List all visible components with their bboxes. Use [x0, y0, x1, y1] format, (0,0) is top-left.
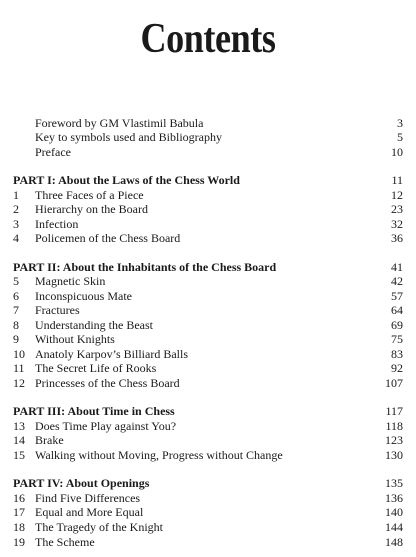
toc-chapter-8[interactable] — [13, 318, 403, 333]
toc-chapter-13[interactable] — [13, 419, 403, 434]
toc-chapter-title: Inconspicuous Mate — [35, 289, 132, 303]
toc-part-page: 135 — [385, 476, 403, 490]
toc-part-3[interactable] — [13, 404, 403, 419]
toc-chapter-number: 17 — [13, 505, 25, 519]
toc-chapter-number: 10 — [13, 347, 25, 361]
toc-part-title: PART I: About the Laws of the Chess World — [13, 173, 240, 187]
toc-chapter-number: 4 — [13, 231, 19, 245]
toc-chapter-15[interactable] — [13, 448, 403, 463]
toc-chapter-title: Find Five Differences — [35, 491, 141, 505]
toc-chapter-2[interactable] — [13, 202, 403, 217]
toc-chapter-page: 36 — [391, 231, 403, 245]
toc-chapter-page: 12 — [391, 188, 403, 202]
toc-chapter-title: Hierarchy on the Board — [35, 202, 148, 216]
toc-chapter-number: 13 — [13, 419, 25, 433]
toc-chapter-number: 3 — [13, 217, 19, 231]
toc-entry-key-to-symbols[interactable] — [13, 130, 403, 145]
toc-entry-title: Key to symbols used and Bibliography — [35, 130, 222, 144]
toc-chapter-number: 16 — [13, 491, 25, 505]
toc-chapter-4[interactable] — [13, 231, 403, 246]
toc-chapter-page: 123 — [385, 433, 403, 447]
toc-part-title: PART II: About the Inhabitants of the Chess Board — [13, 260, 277, 274]
toc-chapter-page: 144 — [385, 520, 403, 534]
toc-chapter-3[interactable] — [13, 217, 403, 232]
toc-chapter-19[interactable] — [13, 535, 403, 550]
toc-chapter-title: Does Time Play against You? — [35, 419, 177, 433]
toc-chapter-page: 130 — [385, 448, 403, 462]
toc-chapter-title: Anatoly Karpov’s Billiard Balls — [35, 347, 188, 361]
toc-chapter-title: Equal and More Equal — [35, 505, 144, 519]
toc-chapter-title: Policemen of the Chess Board — [35, 231, 181, 245]
toc-chapter-12[interactable] — [13, 376, 403, 391]
toc-chapter-title: Brake — [35, 433, 64, 447]
toc-entry-page: 10 — [391, 145, 403, 159]
toc-chapter-11[interactable] — [13, 361, 403, 376]
toc-chapter-1[interactable] — [13, 188, 403, 203]
toc-chapter-number: 7 — [13, 303, 19, 317]
toc-chapter-title: The Scheme — [35, 535, 95, 549]
page-title: Contents — [140, 16, 276, 62]
toc-chapter-18[interactable] — [13, 520, 403, 535]
toc-chapter-number: 5 — [13, 274, 19, 288]
toc-chapter-page: 23 — [391, 202, 403, 216]
toc-chapter-number: 8 — [13, 318, 19, 332]
toc-chapter-number: 12 — [13, 376, 25, 390]
toc-part-title: PART IV: About Openings — [13, 476, 150, 490]
toc-chapter-number: 2 — [13, 202, 19, 216]
toc-chapter-number: 6 — [13, 289, 19, 303]
toc-chapter-number: 14 — [13, 433, 25, 447]
toc-part-page: 117 — [385, 404, 403, 418]
toc-chapter-title: The Tragedy of the Knight — [35, 520, 163, 534]
toc-chapter-number: 9 — [13, 332, 19, 346]
toc-chapter-6[interactable] — [13, 289, 403, 304]
toc-part-1[interactable] — [13, 173, 403, 188]
toc-chapter-9[interactable] — [13, 332, 403, 347]
toc-chapter-10[interactable] — [13, 347, 403, 362]
toc-chapter-number: 19 — [13, 535, 25, 549]
toc-chapter-page: 32 — [391, 217, 403, 231]
toc-chapter-page: 148 — [385, 535, 403, 549]
toc-entry-preface[interactable] — [13, 145, 403, 160]
toc-chapter-7[interactable] — [13, 303, 403, 318]
toc-entry-page: 3 — [397, 116, 403, 130]
toc-part-page: 41 — [391, 260, 403, 274]
toc-part-page: 11 — [391, 173, 403, 187]
toc-chapter-title: Magnetic Skin — [35, 274, 106, 288]
toc-chapter-page: 107 — [385, 376, 403, 390]
toc-chapter-title: Fractures — [35, 303, 80, 317]
toc-chapter-page: 136 — [385, 491, 403, 505]
toc-chapter-number: 11 — [13, 361, 25, 375]
toc-chapter-number: 1 — [13, 188, 19, 202]
toc-part-2[interactable] — [13, 260, 403, 275]
toc-part-title: PART III: About Time in Chess — [13, 404, 175, 418]
toc-chapter-page: 140 — [385, 505, 403, 519]
toc-chapter-page: 64 — [391, 303, 403, 317]
toc-part-4[interactable] — [13, 476, 403, 491]
toc-chapter-title: Without Knights — [35, 332, 115, 346]
toc-chapter-title: Walking without Moving, Progress without Change — [35, 448, 283, 462]
toc-chapter-title: Infection — [35, 217, 79, 231]
toc-entry-title: Foreword by GM Vlastimil Babula — [35, 116, 204, 130]
toc-chapter-title: Three Faces of a Piece — [35, 188, 144, 202]
toc-entry-page: 5 — [397, 130, 403, 144]
toc-chapter-17[interactable] — [13, 505, 403, 520]
toc-chapter-page: 57 — [391, 289, 403, 303]
toc-chapter-page: 75 — [391, 332, 403, 346]
toc-chapter-page: 92 — [391, 361, 403, 375]
toc-chapter-page: 69 — [391, 318, 403, 332]
toc-chapter-14[interactable] — [13, 433, 403, 448]
toc-chapter-title: Understanding the Beast — [35, 318, 153, 332]
toc-chapter-number: 15 — [13, 448, 25, 462]
toc-chapter-16[interactable] — [13, 491, 403, 506]
toc-chapter-title: The Secret Life of Rooks — [35, 361, 157, 375]
toc-chapter-title: Princesses of the Chess Board — [35, 376, 180, 390]
toc-chapter-page: 118 — [385, 419, 403, 433]
toc-chapter-5[interactable] — [13, 274, 403, 289]
toc-chapter-page: 42 — [391, 274, 403, 288]
toc-chapter-number: 18 — [13, 520, 25, 534]
toc-entry-title: Preface — [35, 145, 71, 159]
toc-chapter-page: 83 — [391, 347, 403, 361]
toc-entry-foreword[interactable] — [13, 116, 403, 131]
